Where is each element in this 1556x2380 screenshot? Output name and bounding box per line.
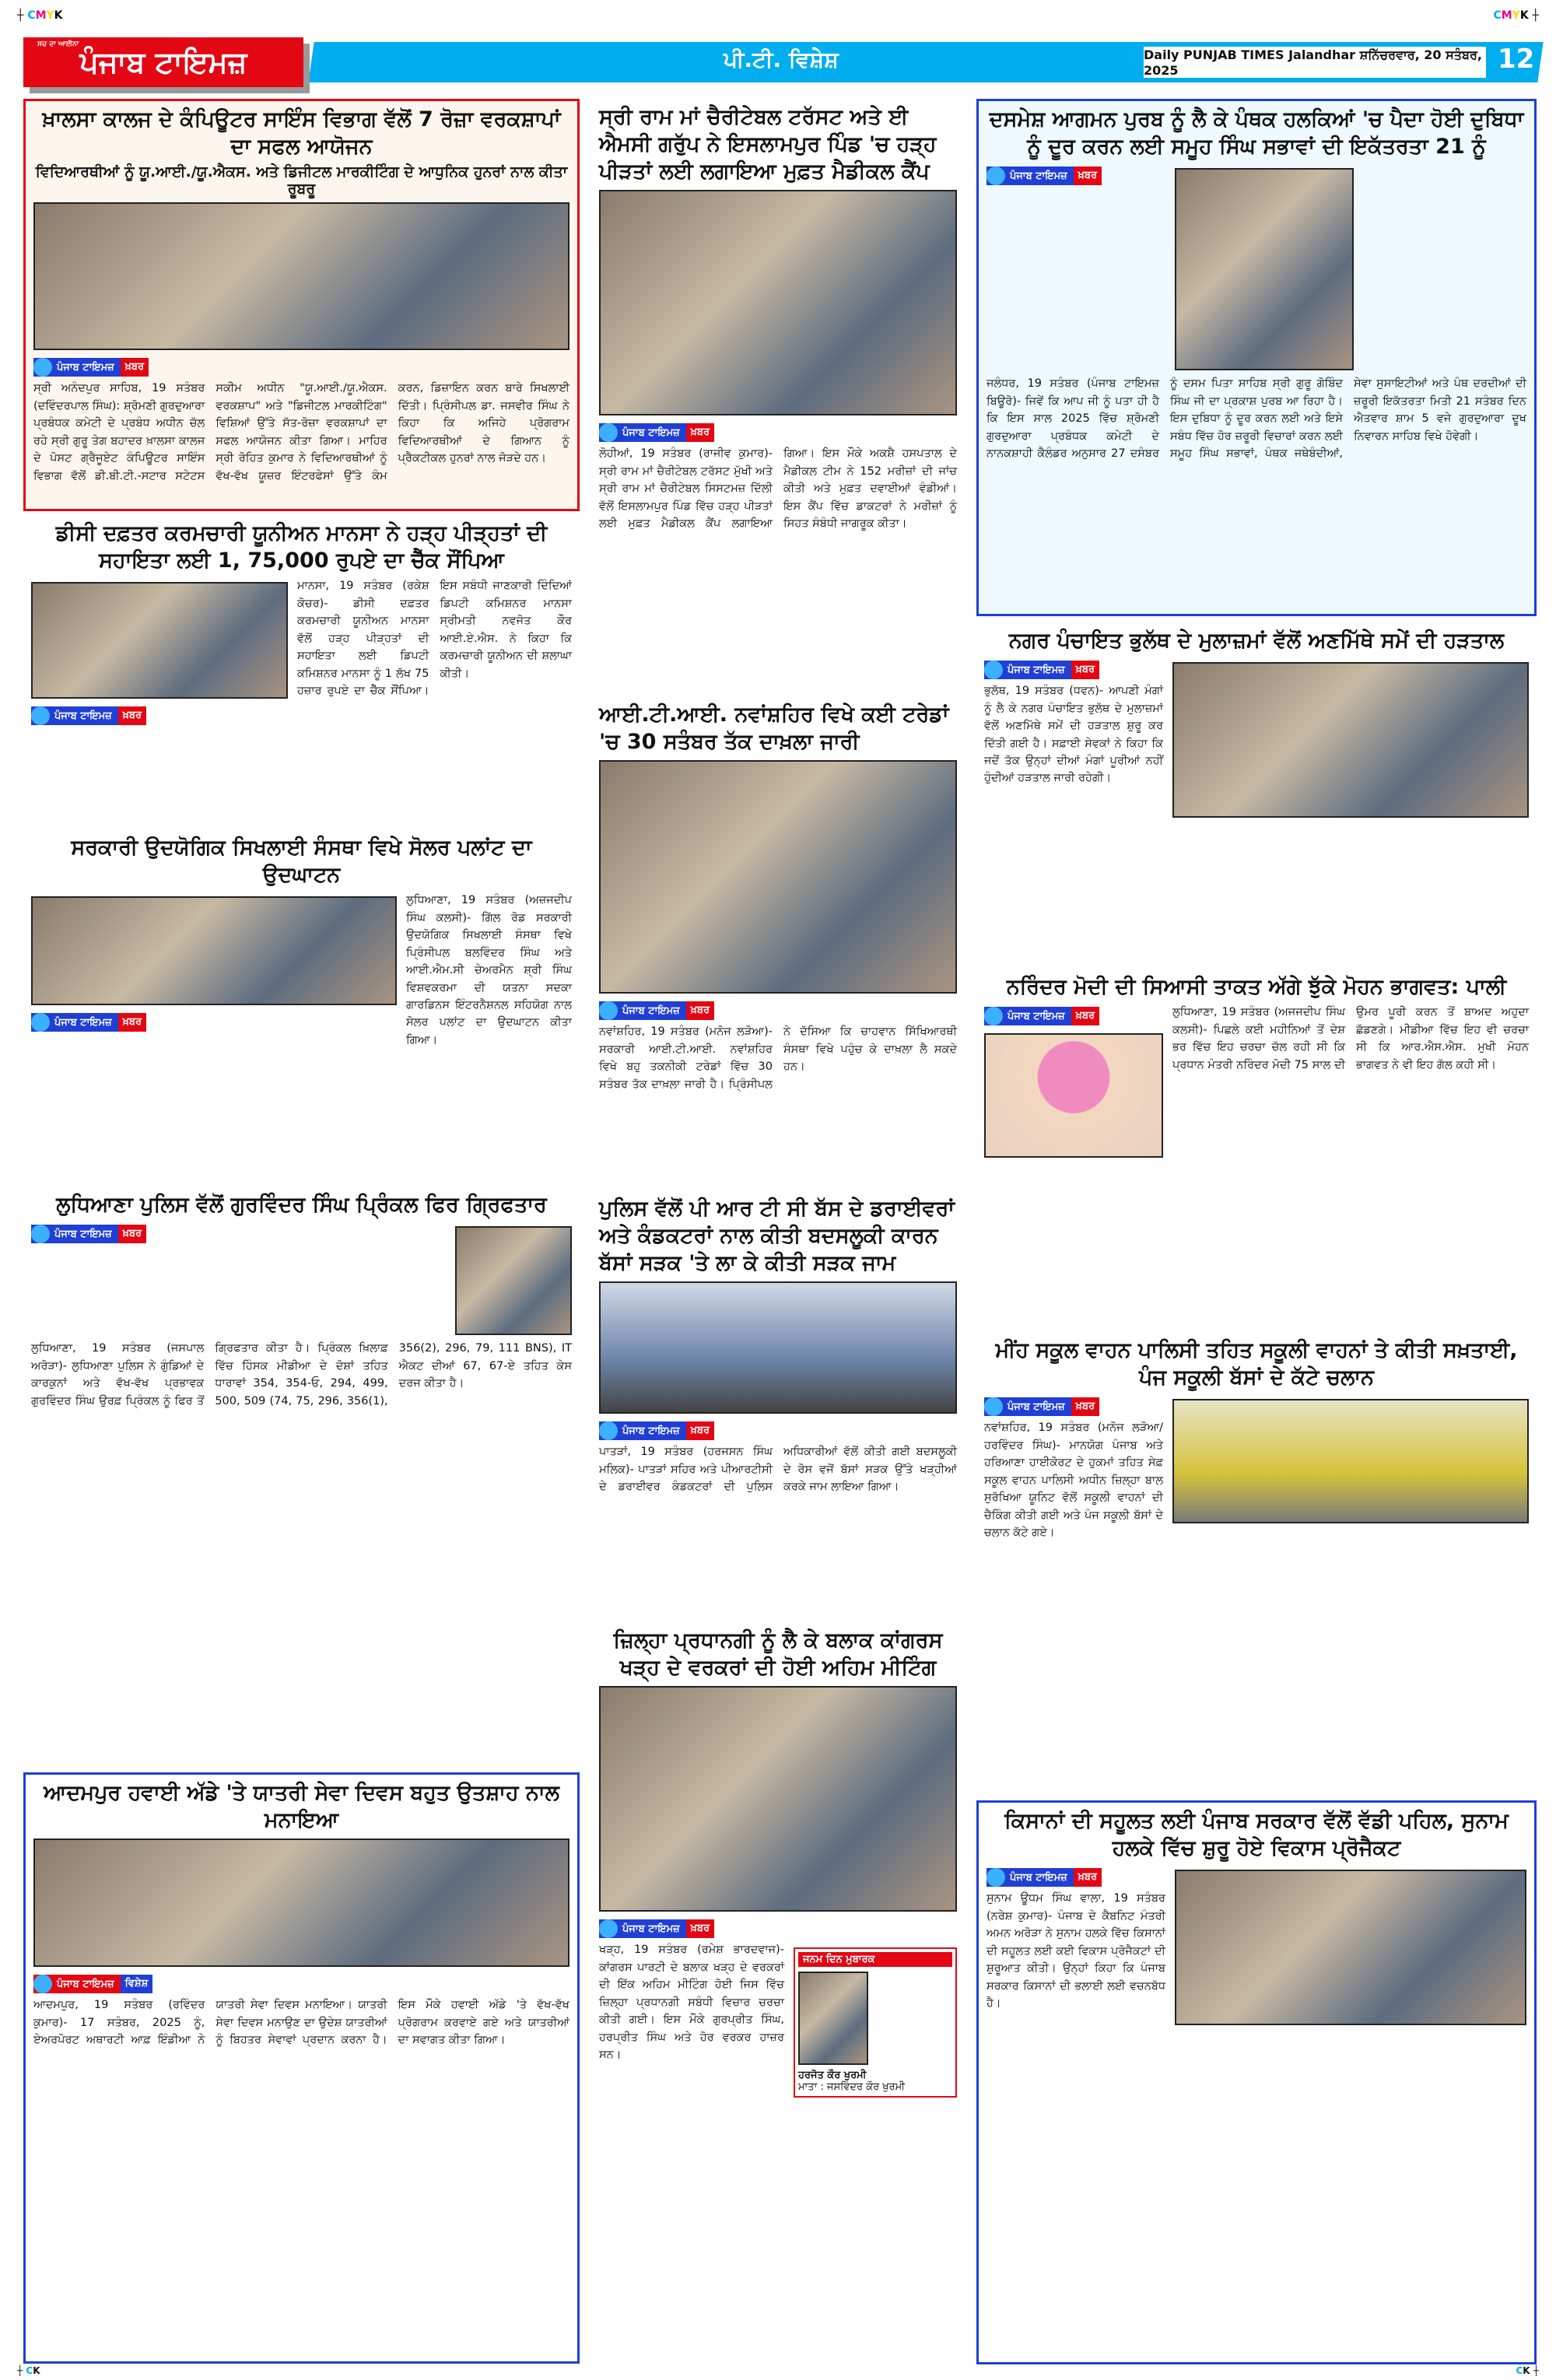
brand-icon	[984, 661, 1003, 679]
headline: ਮੀਂਹ ਸਕੂਲ ਵਾਹਨ ਪਾਲਿਸੀ ਤਹਿਤ ਸਕੂਲੀ ਵਾਹਨਾਂ ਤੇ ਕੀਤੀ ਸਖ਼ਤਾਈ, ਪੰਜ ਸਕੂਲੀ ਬੱਸਾਂ ਦੇ ਕੱਟੇ ਚਲਾਨ	[995, 1338, 1518, 1390]
birthday-box	[794, 1947, 957, 2098]
byline-tag: ਪੰਜਾਬ ਟਾਇਮਜ਼ ਖ਼ਬਰ	[984, 1397, 1099, 1416]
byline-tag: ਪੰਜਾਬ ਟਾਇਮਜ਼ ਖ਼ਬਰ	[599, 1421, 714, 1440]
iti-students-photo	[599, 760, 957, 994]
article-khalsa-college	[23, 99, 580, 511]
headline: ਸ੍ਰੀ ਰਾਮ ਮਾਂ ਚੈਰੀਟੇਬਲ ਟਰੱਸਟ ਅਤੇ ਈ ਐਮਸੀ ਗਰੁੱਪ ਨੇ ਇਸਲਾਮਪੁਰ ਪਿੰਡ 'ਚ ਹੜ੍ਹ ਪੀੜਤਾਂ ਲਈ ਲਗਾਇਆ ਮੁਫ਼ਤ ਮੈਡੀਕਲ ਕੈਂਪ	[599, 105, 937, 184]
birthday-parent: ਮਾਤਾ : ਜਸਵਿੰਦਰ ਕੌਰ ਖੁਰਮੀ	[798, 2081, 906, 2094]
headline: ਖ਼ਾਲਸਾ ਕਾਲਜ ਦੇ ਕੰਪਿਊਟਰ ਸਾਇੰਸ ਵਿਭਾਗ ਵੱਲੋਂ 7 ਰੋਜ਼ਾ ਵਰਕਸ਼ਾਪਾਂ ਦਾ ਸਫਲ ਆਯੋਜਨ	[42, 107, 561, 159]
headline: ਨਗਰ ਪੰਚਾਇਤ ਭੁਲੱਥ ਦੇ ਮੁਲਾਜ਼ਮਾਂ ਵੱਲੋਂ ਅਣਮਿੱਥੇ ਸਮੇਂ ਦੀ ਹੜਤਾਲ	[1008, 629, 1505, 653]
masthead	[23, 31, 1540, 93]
article-dasmesh-purab	[976, 99, 1537, 616]
portrait-photo	[984, 1033, 1163, 1158]
byline-tag: ਪੰਜਾਬ ਟਾਇਮਜ਼ ਖ਼ਬਰ	[31, 706, 146, 725]
article-congress-meeting	[591, 1622, 965, 2361]
byline-tag: ਪੰਜਾਬ ਟਾਇਮਜ਼ ਖ਼ਬਰ	[987, 166, 1102, 185]
footer-registration-left: ┼ CK	[17, 2365, 40, 2376]
byline-tag: ਪੰਜਾਬ ਟਾਇਮਜ਼ ਖ਼ਬਰ	[987, 1868, 1102, 1887]
medical-camp-photo	[599, 190, 957, 415]
registration-mark-right: CMYK ┼	[1493, 9, 1539, 22]
strike-photo	[1172, 662, 1529, 818]
portrait-photo	[1175, 168, 1354, 370]
cheque-photo	[31, 582, 288, 699]
article-body: ਮਾਨਸਾ, 19 ਸਤੰਬਰ (ਰਕੇਸ਼ ਕੋਚਰ)- ਡੀਸੀ ਦਫ਼ਤਰ ਕਰਮਚਾਰੀ ਯੂਨੀਅਨ ਮਾਨਸਾ ਵੱਲੋਂ ਹੜ੍ਹ ਪੀੜ੍ਹਤਾਂ ਦੀ ਸਹਾਇਤਾ ਲਈ ਡਿਪਟੀ ਕਮਿਸ਼ਨਰ ਮਾਨਸਾ ਨੂੰ 1 ਲੱਖ 75 ਹਜ਼ਾਰ ਰੁਪਏ ਦਾ ਚੈੱਕ ਸੌਂਪਿਆ। ਇਸ ਸਬੰਧੀ ਜਾਣਕਾਰੀ ਦਿੰਦਿਆਂ ਡਿਪਟੀ ਕਮਿਸ਼ਨਰ ਮਾਨਸਾ ਸ੍ਰੀਮਤੀ ਨਵਜੋਤ ਕੌਰ ਆਈ.ਏ.ਐਸ. ਨੇ ਕਿਹਾ ਕਿ ਕਰਮਚਾਰੀ ਯੂਨੀਅਨ ਦੀ ਸ਼ਲਾਘਾ ਕੀਤੀ।	[297, 580, 572, 697]
meeting-photo	[599, 1686, 957, 1912]
article-medical-camp	[591, 99, 965, 690]
article-ludhiana-police	[23, 1186, 580, 1766]
byline-tag: ਪੰਜਾਬ ਟਾਇਮਜ਼ ਖ਼ਬਰ	[599, 1919, 714, 1938]
article-kisan-projects	[976, 1800, 1537, 2364]
brand-icon	[31, 1013, 50, 1032]
article-body: ਖੜ੍ਹ, 19 ਸਤੰਬਰ (ਰਮੇਸ਼ ਭਾਰਦਵਾਜ)- ਕਾਂਗਰਸ ਪਾਰਟੀ ਦੇ ਬਲਾਕ ਖੜ੍ਹ ਦੇ ਵਰਕਰਾਂ ਦੀ ਇੱਕ ਅਹਿਮ ਮੀਟਿੰਗ ਹੋਈ ਜਿਸ ਵਿੱਚ ਜ਼ਿਲ੍ਹਾ ਪ੍ਰਧਾਨਗੀ ਸਬੰਧੀ ਵਿਚਾਰ ਚਰਚਾ ਕੀਤੀ ਗਈ। ਇਸ ਮੌਕੇ ਗੁਰਪ੍ਰੀਤ ਸਿੰਘ, ਹਰਪ੍ਰੀਤ ਸਿੰਘ ਅਤੇ ਹੋਰ ਵਰਕਰ ਹਾਜ਼ਰ ਸਨ।	[599, 1944, 784, 2061]
airport-group-photo	[33, 1838, 569, 1967]
brand-icon	[31, 706, 50, 725]
portrait-photo	[455, 1226, 572, 1335]
article-modi-bhagwat	[976, 969, 1537, 1328]
school-bus-photo	[1172, 1399, 1529, 1523]
brand-icon	[984, 1397, 1003, 1416]
registration-mark-left: ┼ CMYK	[17, 9, 63, 22]
article-iti-admission	[591, 696, 965, 1186]
newspaper-logo: ਸਚ ਦਾ ਆਈਨਾ ਪੰਜਾਬ ਟਾਇਮਜ਼	[23, 37, 303, 87]
article-body: ਲੋਹੀਆਂ, 19 ਸਤੰਬਰ (ਰਾਜੀਵ ਕੁਮਾਰ)- ਸ੍ਰੀ ਰਾਮ ਮਾਂ ਚੈਰੀਟੇਬਲ ਟਰੱਸਟ ਮੁੱਖੀ ਅਤੇ ਸ੍ਰੀ ਰਾਮ ਮਾਂ ਚੈਰੀਟੇਬਲ ਸਿਸਟਮਜ਼ ਦਿੱਲੀ ਵੱਲੋਂ ਇਸਲਾਮਪੁਰ ਪਿੰਡ ਵਿੱਚ ਹੜ੍ਹ ਪੀੜਤਾਂ ਲਈ ਮੁਫ਼ਤ ਮੈਡੀਕਲ ਕੈਂਪ ਲਗਾਇਆ ਗਿਆ। ਇਸ ਮੌਕੇ ਅਕਸ਼ੈ ਹਸਪਤਾਲ ਦੇ ਮੈਡੀਕਲ ਟੀਮ ਨੇ 152 ਮਰੀਜ਼ਾਂ ਦੀ ਜਾਂਚ ਕੀਤੀ ਅਤੇ ਮੁਫ਼ਤ ਦਵਾਈਆਂ ਵੰਡੀਆਂ। ਇਸ ਕੈਂਪ ਵਿੱਚ ਡਾਕਟਰਾਂ ਨੇ ਮਰੀਜ਼ਾਂ ਨੂੰ ਸਿਹਤ ਸੰਬੰਧੀ ਜਾਗਰੂਕ ਕੀਤਾ।	[599, 447, 957, 531]
headline: ਲੁਧਿਆਣਾ ਪੁਲਿਸ ਵੱਲੋਂ ਗੁਰਵਿੰਦਰ ਸਿੰਘ ਪ੍ਰਿੰਕਲ ਫਿਰ ਗ੍ਰਿਫਤਾਰ	[56, 1193, 547, 1217]
headline: ਦਸਮੇਸ਼ ਆਗਮਨ ਪੁਰਬ ਨੂੰ ਲੈ ਕੇ ਪੰਥਕ ਹਲਕਿਆਂ 'ਚ ਪੈਦਾ ਹੋਈ ਦੁਬਿਧਾ ਨੂੰ ਦੂਰ ਕਰਨ ਲਈ ਸਮੂਹ ਸਿੰਘ ਸਭਾਵਾਂ ਦੀ ਇਕੱਤਰਤਾ 21 ਨੂੰ	[989, 107, 1524, 159]
headline: ਡੀਸੀ ਦਫ਼ਤਰ ਕਰਮਚਾਰੀ ਯੂਨੀਅਨ ਮਾਨਸਾ ਨੇ ਹੜ੍ਹ ਪੀੜ੍ਹਤਾਂ ਦੀ ਸਹਾਇਤਾ ਲਈ 1, 75,000 ਰੁਪਏ ਦਾ ਚੈੱਕ ਸੌਂਪਿਆ	[55, 521, 548, 573]
brand-icon	[987, 166, 1005, 185]
byline-tag: ਪੰਜਾਬ ਟਾਇਮਜ਼ ਵਿਸ਼ੇਸ਼	[33, 1975, 152, 1993]
birthday-title: ਜਨਮ ਦਿਨ ਮੁਬਾਰਕ	[798, 1952, 952, 1967]
headline: ਆਈ.ਟੀ.ਆਈ. ਨਵਾਂਸ਼ਹਿਰ ਵਿਖੇ ਕਈ ਟਰੇਡਾਂ 'ਚ 30 ਸਤੰਬਰ ਤੱਕ ਦਾਖ਼ਲਾ ਜਾਰੀ	[599, 703, 949, 755]
section-title: ਪੀ.ਟੀ. ਵਿਸ਼ੇਸ਼	[724, 47, 839, 72]
brand-icon	[984, 1007, 1003, 1025]
article-body: ਸ੍ਰੀ ਅਨੰਦਪੁਰ ਸਾਹਿਬ, 19 ਸਤੰਬਰ (ਦਵਿੰਦਰਪਾਲ ਸਿੰਘ): ਸ਼੍ਰੋਮਣੀ ਗੁਰਦੁਆਰਾ ਪ੍ਰਬੰਧਕ ਕਮੇਟੀ ਦੇ ਪ੍ਰਬੰਧ ਅਧੀਨ ਚੱਲ ਰਹੇ ਸ੍ਰੀ ਗੁਰੂ ਤੇਗ ਬਹਾਦਰ ਖ਼ਾਲਸਾ ਕਾਲਜ ਦੇ ਪੋਸਟ ਗ੍ਰੈਜੂਏਟ ਕੰਪਿਊਟਰ ਸਾਇੰਸ ਵਿਭਾਗ ਵੱਲੋਂ ਡੀ.ਬੀ.ਟੀ.-ਸਟਾਰ ਸਟੇਟਸ ਸਕੀਮ ਅਧੀਨ "ਯੂ.ਆਈ./ਯੂ.ਐਕਸ. ਵਰਕਸ਼ਾਪ" ਅਤੇ "ਡਿਜੀਟਲ ਮਾਰਕੀਟਿੰਗ" ਵਿਸ਼ਿਆਂ ਉੱਤੇ ਸੱਤ-ਰੋਜ਼ਾ ਵਰਕਸ਼ਾਪਾਂ ਦਾ ਸਫਲ ਆਯੋਜਨ ਕੀਤਾ ਗਿਆ। ਮਾਹਿਰ ਸ੍ਰੀ ਰੋਹਿਤ ਕੁਮਾਰ ਨੇ ਵਿਦਿਆਰਥੀਆਂ ਨੂੰ ਵੱਖ-ਵੱਖ ਯੂਜ਼ਰ ਇੰਟਰਫੇਸਾਂ ਉੱਤੇ ਕੰਮ ਕਰਨ, ਡਿਜ਼ਾਇਨ ਕਰਨ ਬਾਰੇ ਸਿਖਲਾਈ ਦਿੱਤੀ। ਪ੍ਰਿੰਸੀਪਲ ਡਾ. ਜਸਵੀਰ ਸਿੰਘ ਨੇ ਕਿਹਾ ਕਿ ਅਜਿਹੇ ਪ੍ਰੋਗਰਾਮ ਵਿਦਿਆਰਥੀਆਂ ਦੇ ਗਿਆਨ ਨੂੰ ਪ੍ਰੈਕਟੀਕਲ ਹੁਨਰਾਂ ਨਾਲ ਜੋੜਦੇ ਹਨ।	[33, 382, 569, 482]
headline: ਸਰਕਾਰੀ ਉਦਯੋਗਿਕ ਸਿਖਲਾਈ ਸੰਸਥਾ ਵਿਖੇ ਸੋਲਰ ਪਲਾਂਟ ਦਾ ਉਦਘਾਟਨ	[71, 836, 532, 888]
inauguration-photo	[1175, 1870, 1526, 2025]
brand-icon	[599, 1001, 618, 1020]
article-nagar-panchayat-strike	[976, 622, 1537, 965]
article-body: ਲੁਧਿਆਣਾ, 19 ਸਤੰਬਰ (ਅਜਜਦੀਪ ਸਿੰਘ ਕਲਸੀ)- ਪਿਛਲੇ ਕਈ ਮਹੀਨਿਆਂ ਤੋਂ ਦੇਸ਼ ਭਰ ਵਿੱਚ ਇਹ ਚਰਚਾ ਚੱਲ ਰਹੀ ਸੀ ਕਿ ਪ੍ਰਧਾਨ ਮੰਤਰੀ ਨਰਿੰਦਰ ਮੋਦੀ 75 ਸਾਲ ਦੀ ਉਮਰ ਪੂਰੀ ਕਰਨ ਤੋਂ ਬਾਅਦ ਅਹੁਦਾ ਛੱਡਣਗੇ। ਮੀਡੀਆ ਵਿੱਚ ਇਹ ਵੀ ਚਰਚਾ ਸੀ ਕਿ ਆਰ.ਐਸ.ਐਸ. ਮੁਖੀ ਮੋਹਨ ਭਾਗਵਤ ਨੇ ਵੀ ਇਹ ਗੱਲ ਕਹੀ ਸੀ।	[1172, 1006, 1529, 1071]
headline: ਪੁਲਿਸ ਵੱਲੋਂ ਪੀ ਆਰ ਟੀ ਸੀ ਬੱਸ ਦੇ ਡਰਾਈਵਰਾਂ ਅਤੇ ਕੰਡਕਟਰਾਂ ਨਾਲ ਕੀਤੀ ਬਦਸਲੂਕੀ ਕਾਰਨ ਬੱਸਾਂ ਸੜਕ 'ਤੇ ਲਾ ਕੇ ਕੀਤੀ ਸੜਕ ਜਾਮ	[599, 1197, 955, 1276]
article-body: ਲੁਧਿਆਣਾ, 19 ਸਤੰਬਰ (ਅਜ਼ਜਦੀਪ ਸਿੰਘ ਕਲਸੀ)- ਗਿੱਲ ਰੋਡ ਸਰਕਾਰੀ ਉਦਯੋਗਿਕ ਸਿਖਲਾਈ ਸੰਸਥਾ ਵਿਖੇ ਪ੍ਰਿੰਸੀਪਲ ਬਲਵਿੰਦਰ ਸਿੰਘ ਅਤੇ ਆਈ.ਐਮ.ਸੀ ਚੇਅਰਮੈਨ ਸ਼੍ਰੀ ਸਿੰਘ ਵਿਸ਼ਵਕਰਮਾ ਦੀ ਯਤਨਾ ਸਦਕਾ ਗਾਰਡਿਨਸ ਇੰਟਰਨੈਸ਼ਨਲ ਸਹਿਯੋਗ ਨਾਲ ਸੋਲਰ ਪਲਾਂਟ ਦਾ ਉਦਘਾਟਨ ਕੀਤਾ ਗਿਆ।	[406, 894, 572, 1046]
article-body: ਆਦਮਪੁਰ, 19 ਸਤੰਬਰ (ਰਵਿੰਦਰ ਕੁਮਾਰ)- 17 ਸਤੰਬਰ, 2025 ਨੂੰ, ਏਅਰਪੋਰਟ ਅਥਾਰਟੀ ਆਫ਼ ਇੰਡੀਆ ਨੇ ਯਾਤਰੀ ਸੇਵਾ ਦਿਵਸ ਮਨਾਇਆ। ਯਾਤਰੀ ਸੇਵਾ ਦਿਵਸ ਮਨਾਉਣ ਦਾ ਉਦੇਸ਼ ਯਾਤਰੀਆਂ ਨੂੰ ਬਿਹਤਰ ਸੇਵਾਵਾਂ ਪ੍ਰਦਾਨ ਕਰਨਾ ਹੈ। ਇਸ ਮੌਕੇ ਹਵਾਈ ਅੱਡੇ 'ਤੇ ਵੱਖ-ਵੱਖ ਪ੍ਰੋਗਰਾਮ ਕਰਵਾਏ ਗਏ ਅਤੇ ਯਾਤਰੀਆਂ ਦਾ ਸਵਾਗਤ ਕੀਤਾ ਗਿਆ।	[33, 1999, 569, 2047]
brand-icon	[33, 1975, 52, 1993]
headline: ਆਦਮਪੁਰ ਹਵਾਈ ਅੱਡੇ 'ਤੇ ਯਾਤਰੀ ਸੇਵਾ ਦਿਵਸ ਬਹੁਤ ਉਤਸ਼ਾਹ ਨਾਲ ਮਨਾਇਆ	[44, 1781, 559, 1833]
byline-tag: ਪੰਜਾਬ ਟਾਇਮਜ਼ ਖ਼ਬਰ	[599, 1001, 714, 1020]
byline-tag: ਪੰਜਾਬ ਟਾਇਮਜ਼ ਖ਼ਬਰ	[31, 1225, 146, 1243]
byline-tag: ਪੰਜਾਬ ਟਾਇਮਜ਼ ਖ਼ਬਰ	[599, 423, 714, 442]
article-body: ਜਲੰਧਰ, 19 ਸਤੰਬਰ (ਪੰਜਾਬ ਟਾਇਮਜ਼ ਬਿਊਰੋ)- ਜਿਵੇਂ ਕਿ ਆਪ ਜੀ ਨੂੰ ਪਤਾ ਹੀ ਹੈ ਕਿ ਇਸ ਸਾਲ 2025 ਵਿੱਚ ਸ਼੍ਰੋਮਣੀ ਗੁਰਦੁਆਰਾ ਪ੍ਰਬੰਧਕ ਕਮੇਟੀ ਦੇ ਨਾਨਕਸ਼ਾਹੀ ਕੈਲੰਡਰ ਅਨੁਸਾਰ 27 ਦਸੰਬਰ ਨੂੰ ਦਸਮ ਪਿਤਾ ਸਾਹਿਬ ਸ੍ਰੀ ਗੁਰੂ ਗੋਬਿੰਦ ਸਿੰਘ ਜੀ ਦਾ ਪ੍ਰਕਾਸ਼ ਪੁਰਬ ਆ ਰਿਹਾ ਹੈ। ਇਸ ਦੁਬਿਧਾ ਨੂੰ ਦੂਰ ਕਰਨ ਲਈ ਅਤੇ ਇਸੇ ਸਬੰਧ ਵਿੱਚ ਹੋਰ ਜ਼ਰੂਰੀ ਵਿਚਾਰਾਂ ਕਰਨ ਲਈ ਸਮੂਹ ਸਿੰਘ ਸਭਾਵਾਂ, ਪੰਥਕ ਜਥੇਬੰਦੀਆਂ, ਸੇਵਾ ਸੁਸਾਇਟੀਆਂ ਅਤੇ ਪੰਥ ਦਰਦੀਆਂ ਦੀ ਜ਼ਰੂਰੀ ਇਕੱਤਰਤਾ ਮਿਤੀ 21 ਸਤੰਬਰ ਦਿਨ ਐਤਵਾਰ ਸ਼ਾਮ 5 ਵਜੇ ਗੁਰਦੁਆਰਾ ਦੂਖ ਨਿਵਾਰਨ ਸਾਹਿਬ ਵਿਖੇ ਹੋਵੇਗੀ।	[987, 377, 1526, 461]
footer-registration-right: CK ┼	[1516, 2365, 1539, 2376]
byline-tag: ਪੰਜਾਬ ਟਾਇਮਜ਼ ਖ਼ਬਰ	[984, 661, 1099, 679]
child-photo	[798, 1972, 868, 2065]
group-photo	[33, 202, 569, 350]
article-school-vehicles	[976, 1332, 1537, 1795]
brand-icon	[599, 1919, 618, 1938]
inauguration-photo	[31, 896, 397, 1005]
brand-icon	[33, 358, 52, 377]
dateline: Daily PUNJAB TIMES Jalandhar ਸ਼ਨਿੱਚਰਵਾਰ, 20 ਸਤੰਬਰ, 2025	[1144, 47, 1486, 78]
byline-tag: ਪੰਜਾਬ ਟਾਇਮਜ਼ ਖ਼ਬਰ	[31, 1013, 146, 1032]
brand-icon	[31, 1225, 50, 1243]
article-adampur-airport	[23, 1772, 580, 2364]
headline: ਨਰਿੰਦਰ ਮੋਦੀ ਦੀ ਸਿਆਸੀ ਤਾਕਤ ਅੱਗੇ ਝੁੱਕੇ ਮੋਹਨ ਭਾਗਵਤ: ਪਾਲੀ	[1006, 975, 1507, 999]
brand-icon	[987, 1868, 1005, 1887]
headline: ਕਿਸਾਨਾਂ ਦੀ ਸਹੂਲਤ ਲਈ ਪੰਜਾਬ ਸਰਕਾਰ ਵੱਲੋਂ ਵੱਡੀ ਪਹਿਲ, ਸੁਨਾਮ ਹਲਕੇ ਵਿੱਚ ਸ਼ੁਰੂ ਹੋਏ ਵਿਕਾਸ ਪ੍ਰੋਜੈਕਟ	[1004, 1809, 1509, 1861]
page-number: 12	[1498, 44, 1535, 75]
article-union-cheque	[23, 515, 580, 826]
brand-icon	[599, 423, 618, 442]
article-body: ਲੁਧਿਆਣਾ, 19 ਸਤੰਬਰ (ਜਸਪਾਲ ਅਰੋੜਾ)- ਲੁਧਿਆਣਾ ਪੁਲਿਸ ਨੇ ਗੁੰਡਿਆਂ ਦੇ ਕਾਰਕੁਨਾਂ ਅਤੇ ਵੱਖ-ਵੱਖ ਪ੍ਰਭਾਵਕ ਗੁਰਵਿੰਦਰ ਸਿੰਘ ਉਰਫ਼ ਪ੍ਰਿੰਕਲ ਨੂੰ ਫਿਰ ਤੋਂ ਗ੍ਰਿਫਤਾਰ ਕੀਤਾ ਹੈ। ਪ੍ਰਿੰਕਲ ਖ਼ਿਲਾਫ਼ ਵਿੱਚ ਹਿੰਸਕ ਮੀਡੀਆ ਦੇ ਦੋਸ਼ਾਂ ਤਹਿਤ ਧਾਰਾਵਾਂ 354, 354-ਓ, 294, 499, 500, 509 (74, 75, 296, 356(1), 356(2), 296, 79, 111 BNS), IT ਐਕਟ ਦੀਆਂ 67, 67-ਏ ਤਹਿਤ ਕੇਸ ਦਰਜ ਕੀਤਾ ਹੈ।	[31, 1342, 572, 1407]
article-body: ਭੁਲੱਥ, 19 ਸਤੰਬਰ (ਧਵਨ)- ਆਪਣੀ ਮੰਗਾਂ ਨੂੰ ਲੈ ਕੇ ਨਗਰ ਪੰਚਾਇਤ ਭੁਲੱਥ ਦੇ ਮੁਲਾਜ਼ਮਾਂ ਵੱਲੋਂ ਅਣਮਿੱਥੇ ਸਮੇਂ ਦੀ ਹੜਤਾਲ ਸ਼ੁਰੂ ਕਰ ਦਿੱਤੀ ਗਈ ਹੈ। ਸਫ਼ਾਈ ਸੇਵਕਾਂ ਨੇ ਕਿਹਾ ਕਿ ਜਦੋਂ ਤੱਕ ਉਨ੍ਹਾਂ ਦੀਆਂ ਮੰਗਾਂ ਪੂਰੀਆਂ ਨਹੀਂ ਹੁੰਦੀਆਂ ਹੜਤਾਲ ਜਾਰੀ ਰਹੇਗੀ।	[984, 685, 1163, 785]
byline-tag: ਪੰਜਾਬ ਟਾਇਮਜ਼ ਖ਼ਬਰ	[33, 358, 149, 377]
article-body: ਸੁਨਾਮ ਊਧਮ ਸਿੰਘ ਵਾਲਾ, 19 ਸਤੰਬਰ (ਨਰੇਸ਼ ਕੁਮਾਰ)- ਪੰਜਾਬ ਦੇ ਕੈਬਨਿਟ ਮੰਤਰੀ ਅਮਨ ਅਰੋੜਾ ਨੇ ਸੁਨਾਮ ਹਲਕੇ ਵਿੱਚ ਕਿਸਾਨਾਂ ਦੀ ਸਹੂਲਤ ਲਈ ਕਈ ਵਿਕਾਸ ਪ੍ਰੋਜੈਕਟਾਂ ਦੀ ਸ਼ੁਰੂਆਤ ਕੀਤੀ। ਉਨ੍ਹਾਂ ਕਿਹਾ ਕਿ ਪੰਜਾਬ ਸਰਕਾਰ ਕਿਸਾਨਾਂ ਦੀ ਭਲਾਈ ਲਈ ਵਚਨਬੱਧ ਹੈ।	[987, 1892, 1165, 2010]
byline-tag: ਪੰਜਾਬ ਟਾਇਮਜ਼ ਖ਼ਬਰ	[984, 1007, 1099, 1025]
buses-photo	[599, 1281, 957, 1414]
article-prtc-bus	[591, 1190, 965, 1618]
article-body: ਨਵਾਂਸ਼ਹਿਰ, 19 ਸਤੰਬਰ (ਮਨੋਜ ਲੜੋਆ)- ਸਰਕਾਰੀ ਆਈ.ਟੀ.ਆਈ. ਨਵਾਂਸ਼ਹਿਰ ਵਿਖੇ ਬਹੁ ਤਕਨੀਕੀ ਟਰੇਡਾਂ ਵਿੱਚ 30 ਸਤੰਬਰ ਤੱਕ ਦਾਖ਼ਲਾ ਜਾਰੀ ਹੈ। ਪ੍ਰਿੰਸੀਪਲ ਨੇ ਦੱਸਿਆ ਕਿ ਚਾਹਵਾਨ ਸਿੱਖਿਆਰਥੀ ਸੰਸਥਾ ਵਿਖੇ ਪਹੁੰਚ ਕੇ ਦਾਖ਼ਲਾ ਲੈ ਸਕਦੇ ਹਨ।	[599, 1025, 957, 1091]
article-body: ਪਾਤੜਾਂ, 19 ਸਤੰਬਰ (ਹਰਜਸਨ ਸਿੰਘ ਮਲਿਕ)- ਪਾਤੜਾਂ ਸਹਿਰ ਅਤੇ ਪੀਆਰਟੀਸੀ ਦੇ ਡਰਾਈਵਰ ਕੰਡਕਟਰਾਂ ਦੀ ਪੁਲਿਸ ਅਧਿਕਾਰੀਆਂ ਵੱਲੋਂ ਕੀਤੀ ਗਈ ਬਦਸਲੂਕੀ ਦੇ ਰੋਸ ਵਜੋਂ ਬੱਸਾਂ ਸੜਕ ਉੱਤੇ ਖੜ੍ਹੀਆਂ ਕਰਕੇ ਜਾਮ ਲਾਇਆ ਗਿਆ।	[599, 1446, 957, 1494]
birthday-name: ਹਰਜੋਤ ਕੌਰ ਖੁਰਮੀ	[798, 2070, 867, 2082]
article-solar-plant	[23, 829, 580, 1183]
headline: ਜ਼ਿਲ੍ਹਾ ਪ੍ਰਧਾਨਗੀ ਨੂੰ ਲੈ ਕੇ ਬਲਾਕ ਕਾਂਗਰਸ ਖੜ੍ਹ ਦੇ ਵਰਕਰਾਂ ਦੀ ਹੋਈ ਅਹਿਮ ਮੀਟਿੰਗ	[613, 1628, 943, 1681]
subheadline: ਵਿਦਿਆਰਥੀਆਂ ਨੂੰ ਯੂ.ਆਈ./ਯੂ.ਐਕਸ. ਅਤੇ ਡਿਜੀਟਲ ਮਾਰਕੀਟਿੰਗ ਦੇ ਆਧੁਨਿਕ ਹੁਨਰਾਂ ਨਾਲ ਕੀਤਾ ਰੂਬਰੂ	[35, 163, 568, 198]
article-body: ਨਵਾਂਸ਼ਹਿਰ, 19 ਸਤੰਬਰ (ਮਨੋਜ ਲੜੋਆ/ਹਰਵਿੰਦਰ ਸਿੰਘ)- ਮਾਨਯੋਗ ਪੰਜਾਬ ਅਤੇ ਹਰਿਆਣਾ ਹਾਈਕੋਰਟ ਦੇ ਹੁਕਮਾਂ ਤਹਿਤ ਸੇਫ਼ ਸਕੂਲ ਵਾਹਨ ਪਾਲਿਸੀ ਅਧੀਨ ਜ਼ਿਲ੍ਹਾ ਬਾਲ ਸੁਰੱਖਿਆ ਯੂਨਿਟ ਵੱਲੋਂ ਸਕੂਲੀ ਵਾਹਨਾਂ ਦੀ ਚੈਕਿੰਗ ਕੀਤੀ ਗਈ ਅਤੇ ਪੰਜ ਸਕੂਲੀ ਬੱਸਾਂ ਦੇ ਚਲਾਨ ਕੱਟੇ ਗਏ।	[984, 1421, 1163, 1539]
brand-icon	[599, 1421, 618, 1440]
